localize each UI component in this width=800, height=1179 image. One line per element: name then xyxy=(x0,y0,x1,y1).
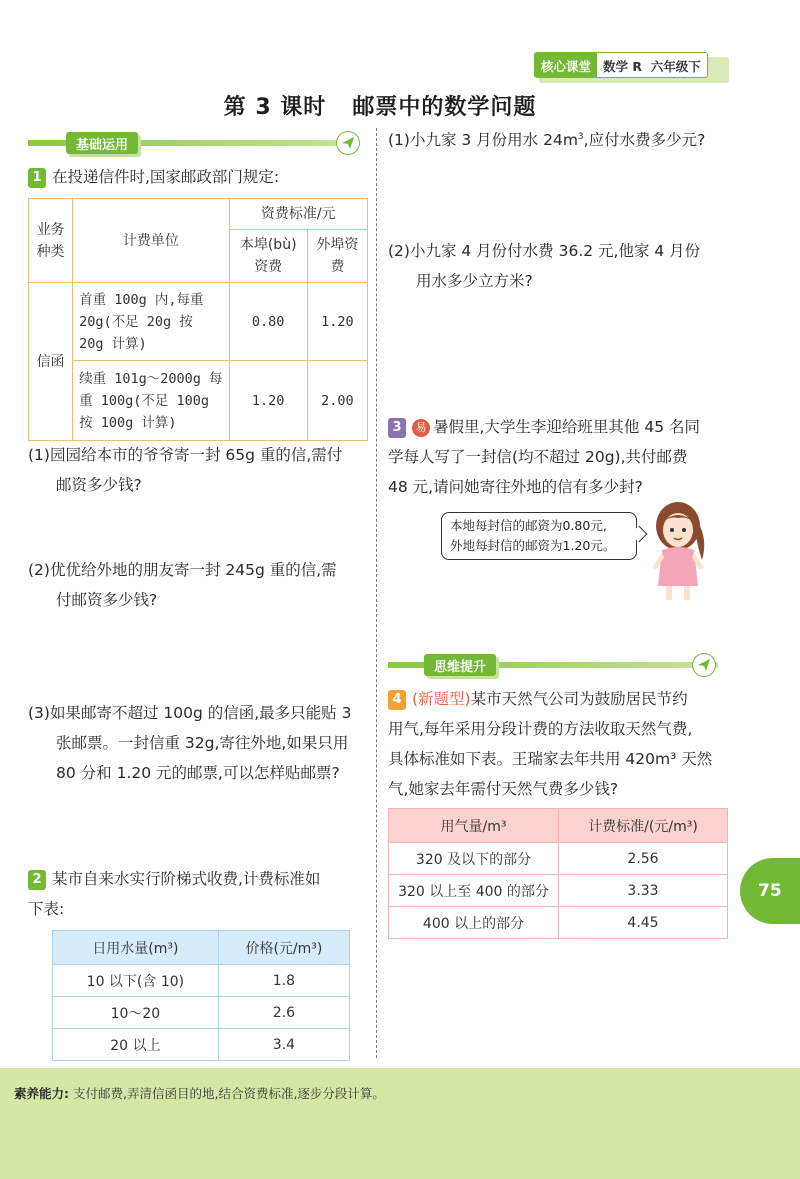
remote-cell-1: 1.20 xyxy=(307,283,367,361)
footer-text xyxy=(14,1084,385,1102)
local-cell-2: 1.20 xyxy=(229,361,307,441)
category-cell: 信函 xyxy=(29,283,73,441)
easy-tag: 易 xyxy=(412,419,430,437)
water-usage-3: 20 以上 xyxy=(53,1029,219,1061)
lesson-topic: 邮票中的数学问题 xyxy=(352,95,537,120)
gas-usage-2: 320 以上至 400 的部分 xyxy=(389,875,559,907)
q1-badge: 1 xyxy=(28,168,46,188)
gas-price-2: 3.33 xyxy=(559,875,728,907)
unit-cell-1: 首重 100g 内,每重 20g(不足 20g 按 20g 计算) xyxy=(73,283,229,361)
footer-content: 支付邮费,弄清信函目的地,结合资费标准,逐步分段计算。 xyxy=(73,1086,385,1101)
speech-bubble: 本地每封信的邮资为0.80元, 外地每封信的邮资为1.20元。 xyxy=(441,512,637,560)
q1-sub3: (3)如果邮寄不超过 100g 的信函,最多只能贴 3 张邮票。一封信重 32g,寄往外地,如果只用 80 分和 1.20 元的邮票,可以怎样贴邮票? xyxy=(28,704,352,782)
q4-badge: 4 xyxy=(388,690,406,710)
q2-sub1: (1)小九家 3 月份用水 $24m^3$,应付水费多少元? xyxy=(388,131,706,150)
water-price-1: 1.8 xyxy=(218,965,349,997)
paper-plane-icon xyxy=(692,653,716,677)
footer-label: 素养能力: xyxy=(14,1086,69,1101)
page-title xyxy=(0,90,760,121)
water-usage-1: 10 以下(含 10) xyxy=(53,965,219,997)
unit-cell-2: 续重 101g～2000g 每重 100g(不足 100g 按 100g 计算) xyxy=(73,361,229,441)
th-gas-usage: 用气量/m³ xyxy=(389,809,559,843)
th-local: 本埠(bù)资费 xyxy=(229,230,307,283)
section-thinking-title: 思维提升 xyxy=(424,654,496,676)
gas-price-3: 4.45 xyxy=(559,907,728,939)
girl-illustration xyxy=(646,500,710,604)
remote-cell-2: 2.00 xyxy=(307,361,367,441)
th-unit: 计费单位 xyxy=(73,199,229,283)
lesson-number: 第 3 课时 xyxy=(223,95,327,120)
column-divider xyxy=(376,128,377,1058)
section-basic-title: 基础运用 xyxy=(66,132,138,154)
q1-intro: 1 在投递信件时,国家邮政部门规定: xyxy=(28,162,279,192)
header-series: 核心课堂 xyxy=(535,53,597,77)
new-type-tag: (新题型) xyxy=(412,690,471,708)
q4-text: 4 (新题型)某市天然气公司为鼓励居民节约 用气,每年采用分段计费的方法收取天然气费, 具体标准如下表。王瑞家去年共用 420m³ 天然 气,她家去年需付天然气费多少钱? xyxy=(388,690,713,798)
th-water-usage: 日用水量(m³) xyxy=(53,931,219,965)
gas-table xyxy=(388,808,728,939)
local-cell-1: 0.80 xyxy=(229,283,307,361)
q2-badge: 2 xyxy=(28,870,46,890)
th-water-price: 价格(元/m³) xyxy=(218,931,349,965)
water-price-3: 3.4 xyxy=(218,1029,349,1061)
q3-text: 3 易 暑假里,大学生李迎给班里其他 45 名同 学每人写了一封信(均不超过 20g),共付邮费 48 元,请问她寄往外地的信有多少封? xyxy=(388,418,701,496)
q1-sub1: (1)园园给本市的爷爷寄一封 65g 重的信,需付 邮资多少钱? xyxy=(28,446,343,494)
header-subject: 数学 R 六年级下 xyxy=(597,53,707,77)
gas-usage-1: 320 及以下的部分 xyxy=(389,843,559,875)
q2-sub2: (2)小九家 4 月份付水费 36.2 元,他家 4 月份 用水多少立方米? xyxy=(388,242,701,290)
gas-usage-3: 400 以上的部分 xyxy=(389,907,559,939)
th-standard: 资费标准/元 xyxy=(229,199,367,230)
paper-plane-icon xyxy=(336,131,360,155)
q1-sub2: (2)优优给外地的朋友寄一封 245g 重的信,需 付邮资多少钱? xyxy=(28,561,337,609)
th-business: 业务种类 xyxy=(29,199,73,283)
q2-intro: 2 某市自来水实行阶梯式收费,计费标准如 下表: xyxy=(28,870,321,918)
water-price-2: 2.6 xyxy=(218,997,349,1029)
water-usage-2: 10～20 xyxy=(53,997,219,1029)
postage-table xyxy=(28,198,368,441)
page-number: 75 xyxy=(740,858,800,924)
header-series-box xyxy=(534,52,708,78)
th-gas-price: 计费标准/(元/m³) xyxy=(559,809,728,843)
q3-badge: 3 xyxy=(388,418,406,438)
th-remote: 外埠资费 xyxy=(307,230,367,283)
water-table xyxy=(52,930,350,1061)
gas-price-1: 2.56 xyxy=(559,843,728,875)
